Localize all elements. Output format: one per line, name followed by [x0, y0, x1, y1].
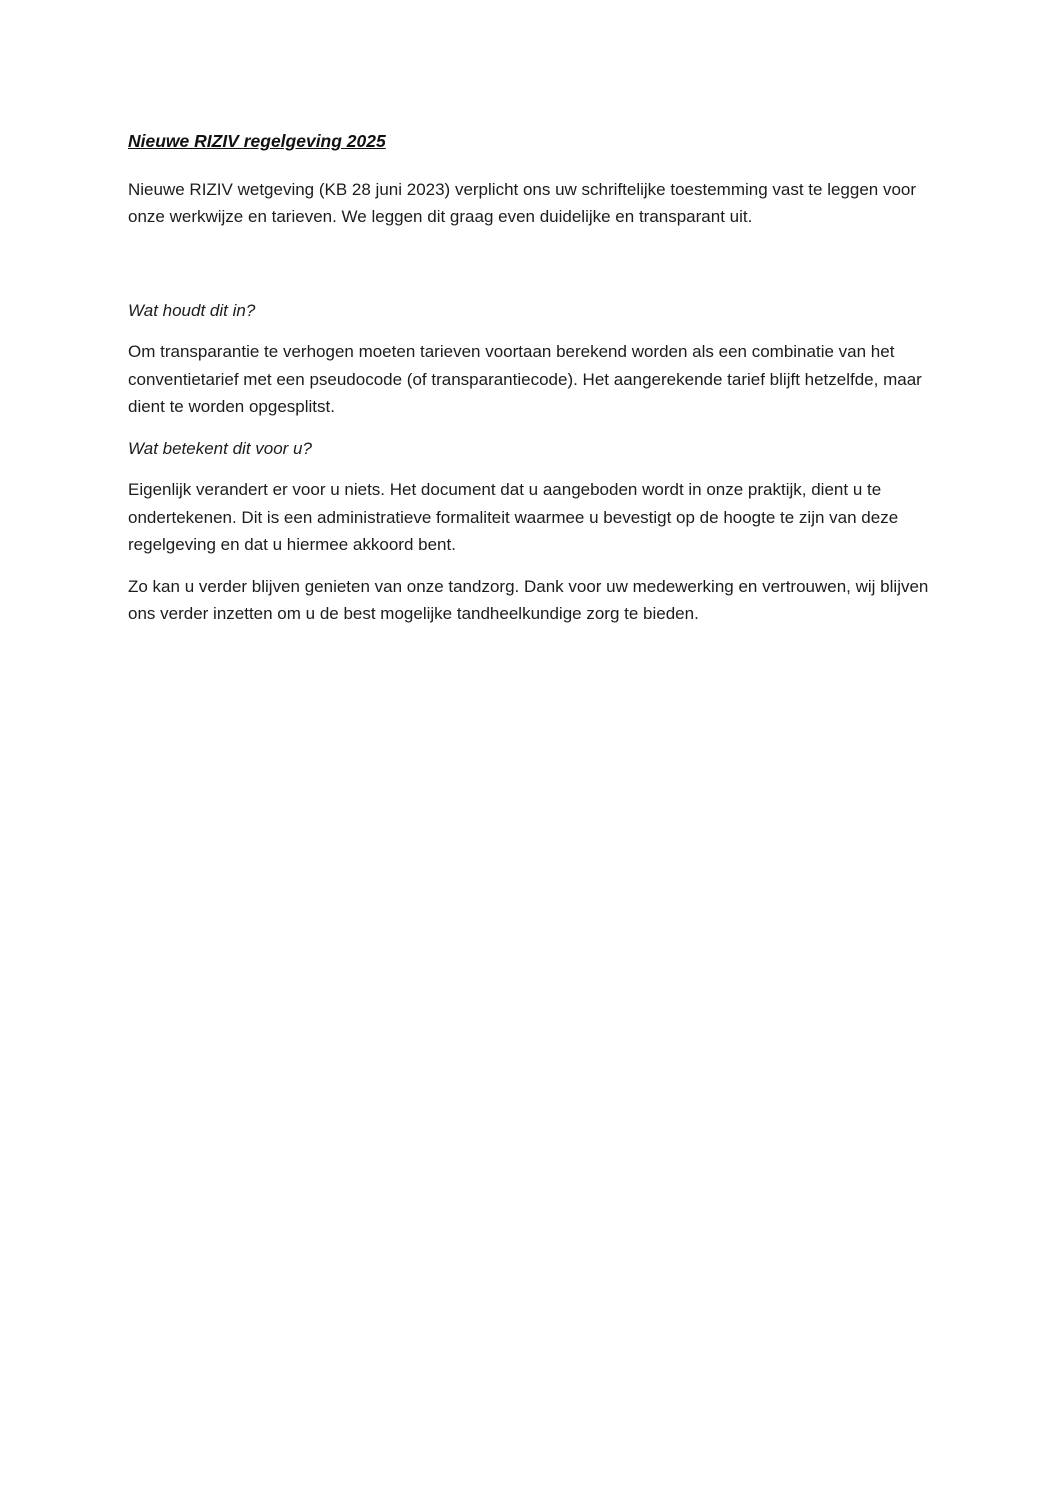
- document-title: Nieuwe RIZIV regelgeving 2025: [128, 131, 386, 151]
- blank-paragraph: [128, 245, 932, 297]
- subheading-wat-betekent-dit-voor-u: Wat betekent dit voor u?: [128, 438, 312, 458]
- paragraph-ondertekenen: Eigenlijk verandert er voor u niets. Het document dat u aangeboden wordt in onze praktijk, dient u te ondertekenen. Dit is een administratieve formaliteit waarmee u bevestigt op de hoogte te zijn van deze regelgeving en dat u hiermee akkoord bent.: [128, 480, 899, 555]
- subheading-wat-houdt-dit-in: Wat houdt dit in?: [128, 300, 256, 320]
- paragraph-transparantie: Om transparantie te verhogen moeten tarieven voortaan berekend worden als een combinatie van het conventietarief met een pseudocode (of transparantiecode). Het aangerekende tarief blijft hetzelfde, maar dient te worden opgesplitst.: [128, 342, 922, 417]
- intro-paragraph: Nieuwe RIZIV wetgeving (KB 28 juni 2023) verplicht ons uw schriftelijke toestemming vast te leggen voor onze werkwijze en tarieven. We leggen dit graag even duidelijke en transparant uit.: [128, 179, 917, 227]
- paragraph-tandzorg: Zo kan u verder blijven genieten van onze tandzorg. Dank voor uw medewerking en vertrouwen, wij blijven ons verder inzetten om u de best mogelijke tandheelkundige zorg te bieden.: [128, 576, 929, 624]
